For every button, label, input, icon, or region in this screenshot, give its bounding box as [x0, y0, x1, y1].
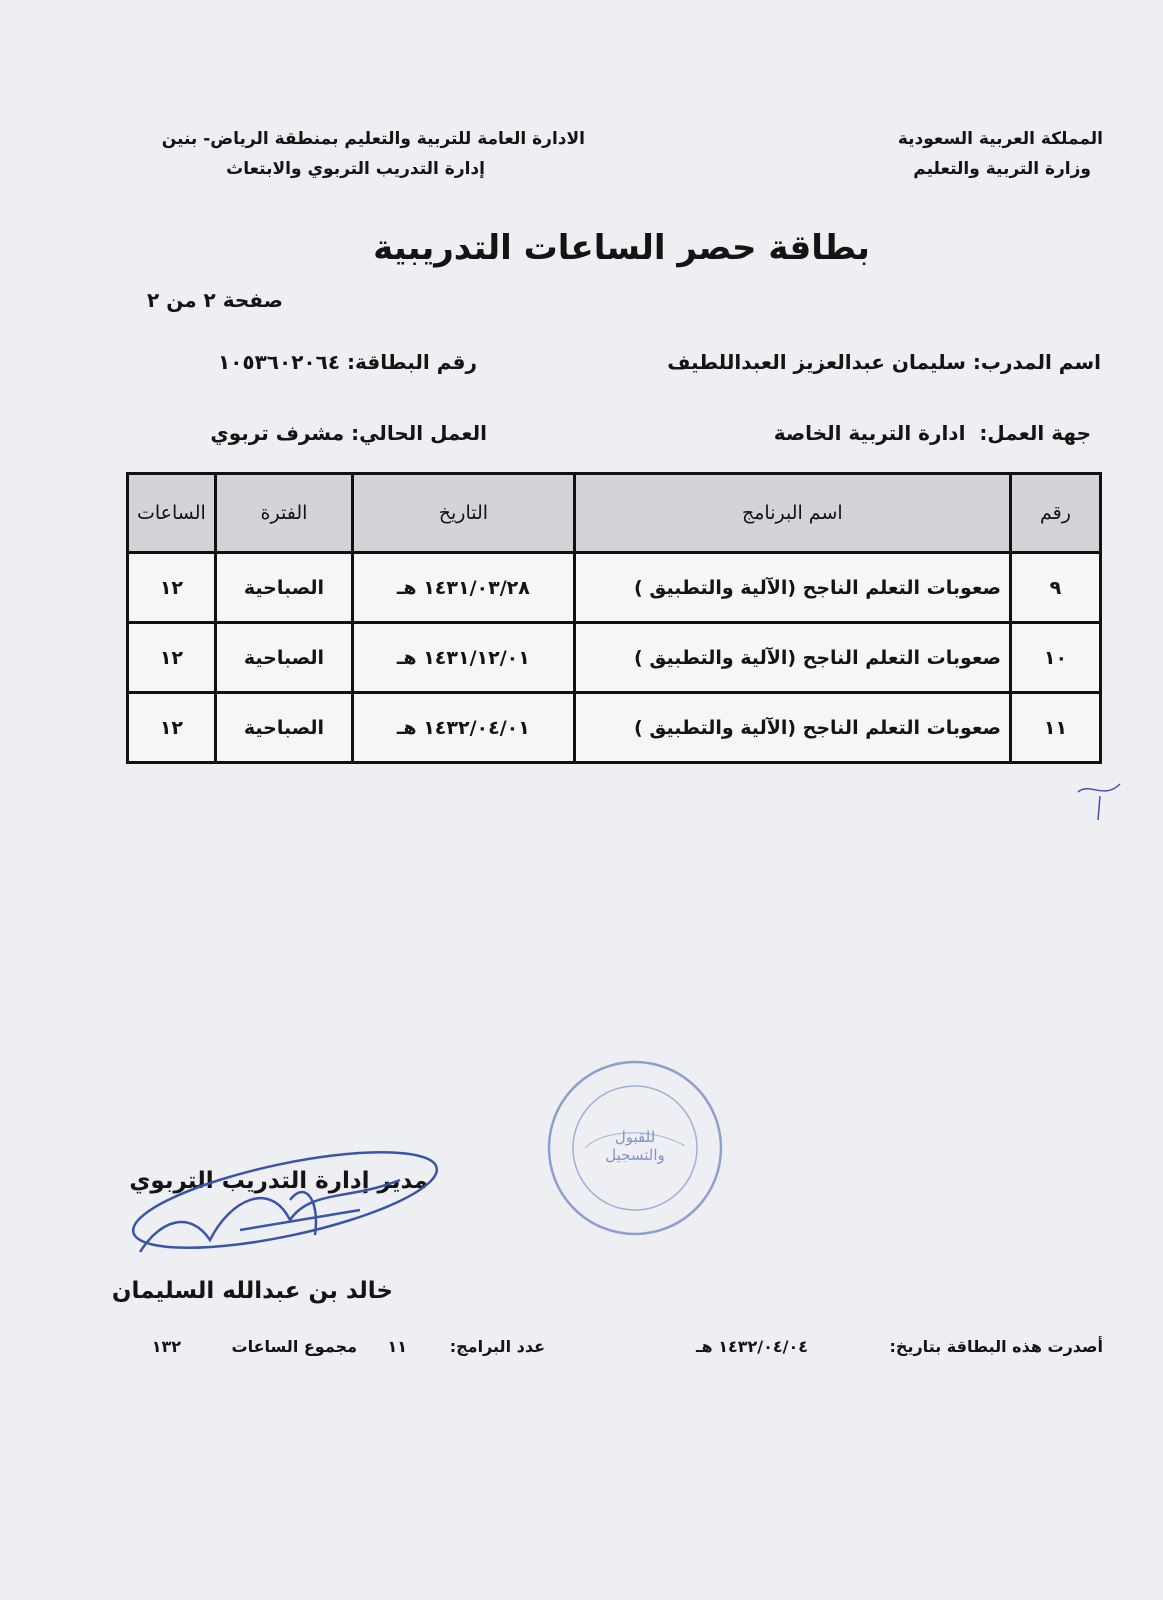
total-hours-label: مجموع الساعات	[231, 1337, 357, 1356]
department-name: إدارة التدريب التربوي والابتعاث	[226, 159, 485, 179]
row-period: الصباحية	[215, 553, 352, 623]
total-hours-value: ١٣٢	[151, 1337, 181, 1356]
table-row	[128, 553, 1101, 623]
kingdom-name: المملكة العربية السعودية	[897, 129, 1103, 149]
row-date: ١٤٣٢/٠٤/٠١ هـ	[353, 693, 575, 763]
col-header-number: رقم	[1010, 474, 1100, 553]
current-job-row	[210, 421, 487, 445]
card-number-label: رقم البطاقة:	[347, 350, 477, 374]
row-number: ١١	[1010, 693, 1100, 763]
signatory-title: مدير إدارة التدريب التربوي	[129, 1168, 428, 1194]
current-job-label: العمل الحالي:	[351, 421, 487, 445]
workplace-value: ادارة التربية الخاصة	[773, 421, 966, 445]
workplace-label: جهة العمل:	[979, 421, 1091, 445]
table-row	[128, 693, 1101, 763]
col-header-program: اسم البرنامج	[574, 474, 1010, 553]
trainee-name-value: سليمان عبدالعزيز العبداللطيف	[667, 350, 966, 374]
row-number: ٩	[1010, 553, 1100, 623]
col-header-date: التاريخ	[353, 474, 575, 553]
row-program: صعوبات التعلم الناجح (الآلية والتطبيق )	[574, 553, 1010, 623]
ministry-name: وزارة التربية والتعليم	[913, 159, 1091, 179]
trainee-name-row	[667, 350, 1101, 374]
card-number-value: ١٠٥٣٦٠٢٠٦٤	[217, 350, 341, 374]
row-period: الصباحية	[215, 693, 352, 763]
workplace-row	[774, 421, 1091, 445]
row-hours: ١٢	[128, 623, 216, 693]
card-number-row	[218, 350, 477, 374]
programs-count-label: عدد البرامج:	[449, 1337, 545, 1356]
ministry-header	[898, 124, 1103, 184]
col-header-hours: الساعات	[128, 474, 216, 553]
current-job-value: مشرف تربوي	[210, 421, 345, 445]
row-number: ١٠	[1010, 623, 1100, 693]
handwritten-signature	[120, 1140, 440, 1280]
row-date: ١٤٣١/٠٣/٢٨ هـ	[353, 553, 575, 623]
row-program: صعوبات التعلم الناجح (الآلية والتطبيق )	[574, 693, 1010, 763]
row-period: الصباحية	[215, 623, 352, 693]
issued-date-label: أصدرت هذه البطاقة بتاريخ:	[889, 1337, 1103, 1356]
row-hours: ١٢	[128, 553, 216, 623]
training-hours-table	[126, 472, 1102, 764]
row-program: صعوبات التعلم الناجح (الآلية والتطبيق )	[574, 623, 1010, 693]
page-indicator: صفحة ٢ من ٢	[147, 288, 283, 312]
row-hours: ١٢	[128, 693, 216, 763]
directorate-name: الادارة العامة للتربية والتعليم بمنطقة الرياض- بنين	[161, 129, 585, 149]
issued-date-value: ١٤٣٢/٠٤/٠٤ هـ	[696, 1337, 808, 1356]
trainee-name-label: اسم المدرب:	[972, 350, 1101, 374]
programs-count-value: ١١	[387, 1337, 407, 1356]
table-row	[128, 623, 1101, 693]
signatory-name: خالد بن عبدالله السليمان	[111, 1278, 393, 1304]
page-title: بطاقة حصر الساعات التدريبية	[373, 228, 870, 268]
stamp-text: للقبول والتسجيل	[605, 1128, 665, 1164]
directorate-header	[162, 124, 585, 184]
row-date: ١٤٣١/١٢/٠١ هـ	[353, 623, 575, 693]
table-header-row	[128, 474, 1101, 553]
handwritten-mark	[1070, 770, 1130, 830]
col-header-period: الفترة	[215, 474, 352, 553]
